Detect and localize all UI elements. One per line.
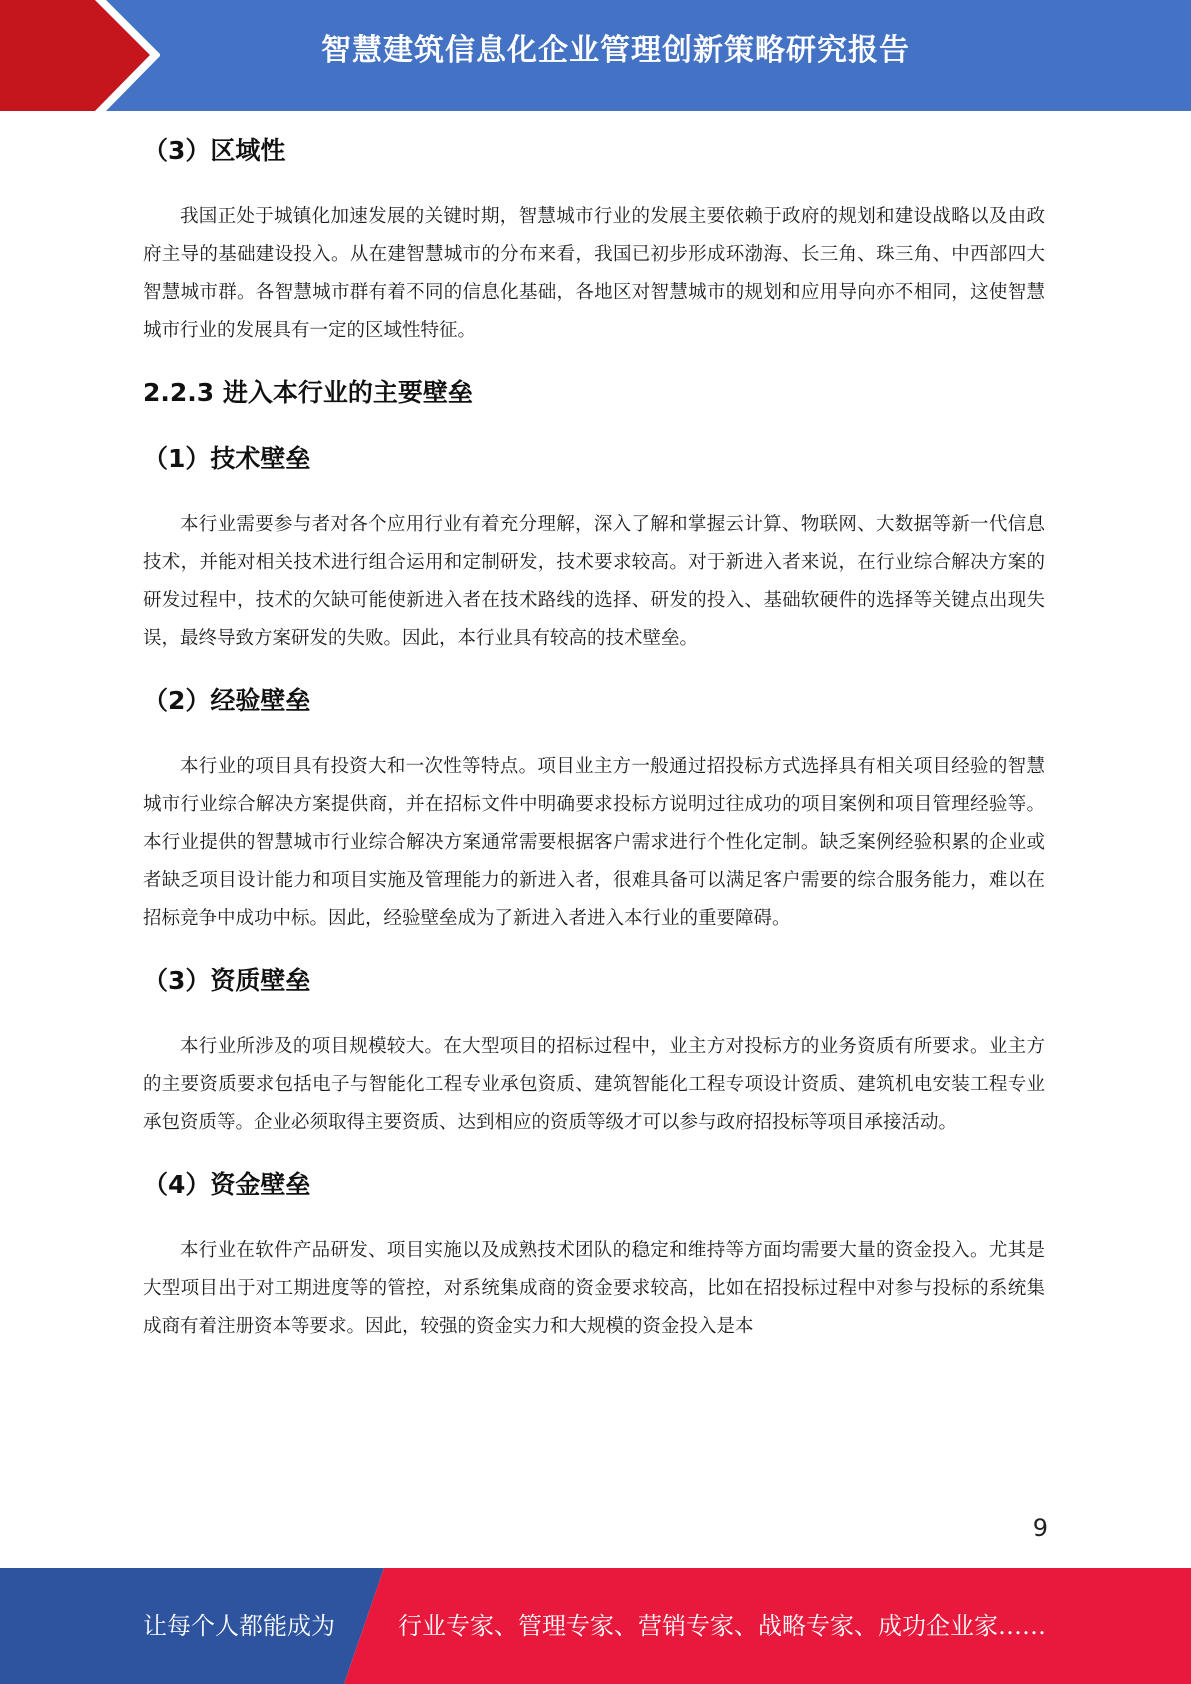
page-number: 9: [1032, 1514, 1048, 1542]
document-body: [143, 118, 1045, 1346]
paragraph-regional: 我国正处于城镇化加速发展的关键时期，智慧城市行业的发展主要依赖于政府的规划和建设战略以及由政府主导的基础建设投入。从在建智慧城市的分布来看，我国已初步形成环渤海、长三角、珠三角、中西部四大智慧城市群。各智慧城市群有着不同的信息化基础，各地区对智慧城市的规划和应用导向亦不相同，这使智慧城市行业的发展具有一定的区域性特征。: [143, 206, 1045, 341]
footer-slogan-right: 行业专家、管理专家、营销专家、战略专家、成功企业家……: [398, 1612, 1046, 1640]
paragraph-tech-barrier: 本行业需要参与者对各个应用行业有着充分理解，深入了解和掌握云计算、物联网、大数据等新一代信息技术，并能对相关技术进行组合运用和定制研发，技术要求较高。对于新进入者来说，在行业综合解决方案的研发过程中，技术的欠缺可能使新进入者在技术路线的选择、研发的投入、基础软硬件的选择等关键点出现失误，最终导致方案研发的失败。因此，本行业具有较高的技术壁垒。: [143, 514, 1045, 649]
paragraph-capital-barrier: 本行业在软件产品研发、项目实施以及成熟技术团队的稳定和维持等方面均需要大量的资金投入。尤其是大型项目出于对工期进度等的管控，对系统集成商的资金要求较高，比如在招投标过程中对参与投标的系统集成商有着注册资本等要求。因此，较强的资金实力和大规模的资金投入是本: [143, 1240, 1045, 1337]
subheading-regional: （3）区域性: [143, 136, 286, 165]
subheading-experience-barrier: （2）经验壁垒: [143, 686, 311, 715]
paragraph-experience-barrier: 本行业的项目具有投资大和一次性等特点。项目业主方一般通过招投标方式选择具有相关项目经验的智慧城市行业综合解决方案提供商，并在招标文件中明确要求投标方说明过往成功的项目案例和项目管理经验等。本行业提供的智慧城市行业综合解决方案通常需要根据客户需求进行个性化定制。缺乏案例经验积累的企业或者缺乏项目设计能力和项目实施及管理能力的新进入者，很难具备可以满足客户需要的综合服务能力，难以在招标竞争中成功中标。因此，经验壁垒成为了新进入者进入本行业的重要障碍。: [143, 756, 1045, 929]
subheading-tech-barrier: （1）技术壁垒: [143, 444, 311, 473]
subheading-qualification-barrier: （3）资质壁垒: [143, 966, 311, 995]
report-title: 智慧建筑信息化企业管理创新策略研究报告: [321, 33, 910, 68]
paragraph-qualification-barrier: 本行业所涉及的项目规模较大。在大型项目的招标过程中，业主方对投标方的业务资质有所要求。业主方的主要资质要求包括电子与智能化工程专业承包资质、建筑智能化工程专项设计资质、建筑机电安装工程专业承包资质等。企业必须取得主要资质、达到相应的资质等级才可以参与政府招投标等项目承接活动。: [143, 1036, 1045, 1133]
section-heading-barriers: 2.2.3 进入本行业的主要壁垒: [143, 378, 473, 407]
report-header: [0, 0, 1191, 111]
page-footer: [0, 1568, 1191, 1684]
subheading-capital-barrier: （4）资金壁垒: [143, 1170, 311, 1199]
footer-slogan-left: 让每个人都能成为: [143, 1612, 335, 1640]
